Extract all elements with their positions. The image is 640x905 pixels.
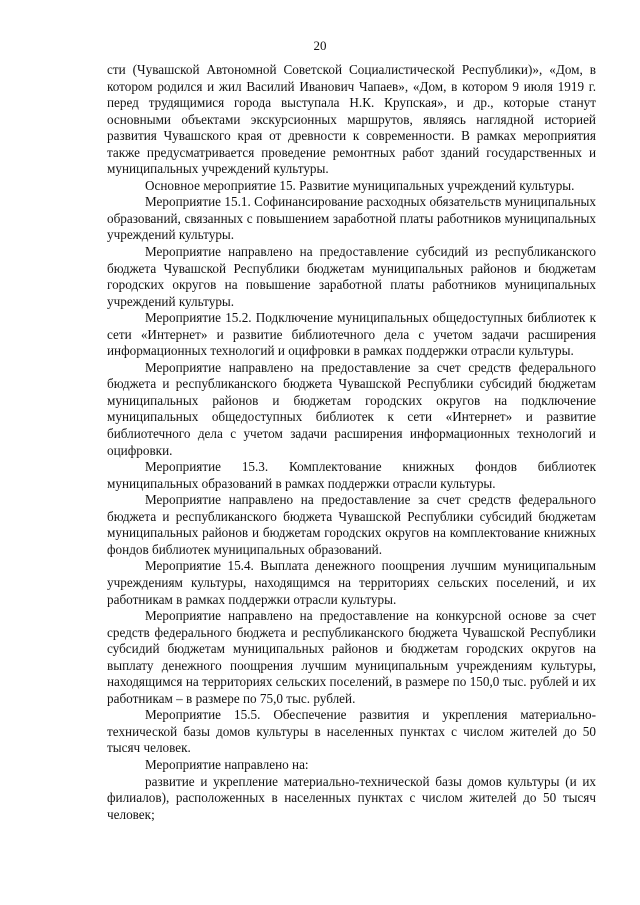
- paragraph-activity-15-5-item: развитие и укрепление материально-технической базы домов культуры (и их филиалов), расположенных в населенных пунктах с числом жителей до 50 тысяч человек;: [107, 773, 596, 822]
- paragraph-activity-15-5-intro: Мероприятие направлено на:: [145, 756, 309, 772]
- paragraph-activity-15-3-description: Мероприятие направлено на предоставление за счет средств федерального бюджета и республиканского бюджета Чувашской Республики субсидий бюджетам муниципальных районов и бюджетам городских округов на комплектование книжных фондов библиотек муниципальных образований.: [107, 492, 596, 557]
- paragraph-activity-15-3: Мероприятие 15.3. Комплектование книжных фондов библиотек муниципальных образований в рамках поддержки отрасли культуры.: [107, 459, 596, 491]
- paragraph-activity-15-1-description: Мероприятие направлено на предоставление субсидий из республиканского бюджета Чувашской Республики бюджетам муниципальных районов и бюджетам городских округов на повышение заработной платы работников муниципальных учреждений культуры.: [107, 244, 596, 309]
- paragraph-activity-15-4: Мероприятие 15.4. Выплата денежного поощрения лучшим муниципальным учреждениям культуры, находящимся на территориях сельских поселений, и их работникам в рамках поддержки отрасли культуры.: [107, 558, 596, 607]
- paragraph-main-activity-15: Основное мероприятие 15. Развитие муниципальных учреждений культуры.: [145, 177, 575, 193]
- document-body: [107, 62, 596, 823]
- paragraph-activity-15-2-description: Мероприятие направлено на предоставление за счет средств федерального бюджета и республиканского бюджета Чувашской Республики субсидий бюджетам муниципальных районов и бюджетам городских округов на подключение муниципальных общедоступных библиотек к сети «Интернет» и развитие библиотечного дела с учетом задачи расширения информационных технологий и оцифровки.: [107, 359, 596, 458]
- paragraph-activity-15-5: Мероприятие 15.5. Обеспечение развития и укрепления материально-технической базы домов культуры в населенных пунктах с числом жителей до 50 тысяч человек.: [107, 707, 596, 756]
- paragraph-continuation: сти (Чувашской Автономной Советской Социалистической Республики)», «Дом, в котором родился и жил Василий Иванович Чапаев», «Дом, в котором 9 июля 1919 г. перед трудящимися города выступала Н.К. Крупская», и др., которые станут основными объектами экскурсионных маршрутов, являясь наглядной историей развития Чувашского края от древности к современности. В рамках мероприятия также предусматривается проведение ремонтных работ зданий государственных и муниципальных учреждений культуры.: [107, 62, 596, 177]
- paragraph-activity-15-1: Мероприятие 15.1. Софинансирование расходных обязательств муниципальных образований, связанных с повышением заработной платы работников муниципальных учреждений культуры.: [107, 194, 596, 243]
- paragraph-activity-15-4-description: Мероприятие направлено на предоставление на конкурсной основе за счет средств федерального бюджета и республиканского бюджета Чувашской Республики субсидий бюджетам муниципальных районов и бюджетам городских округов на выплату денежного поощрения лучшим муниципальным учреждениям культуры, находящимся на территориях сельских поселений, в размере по 150,0 тыс. рублей и их работникам – в размере по 75,0 тыс. рублей.: [107, 608, 596, 706]
- paragraph-activity-15-2: Мероприятие 15.2. Подключение муниципальных общедоступных библиотек к сети «Интернет» и развитие библиотечного дела с учетом задачи расширения информационных технологий и оцифровки в рамках поддержки отрасли культуры.: [107, 310, 596, 359]
- page-number: 20: [313, 38, 327, 53]
